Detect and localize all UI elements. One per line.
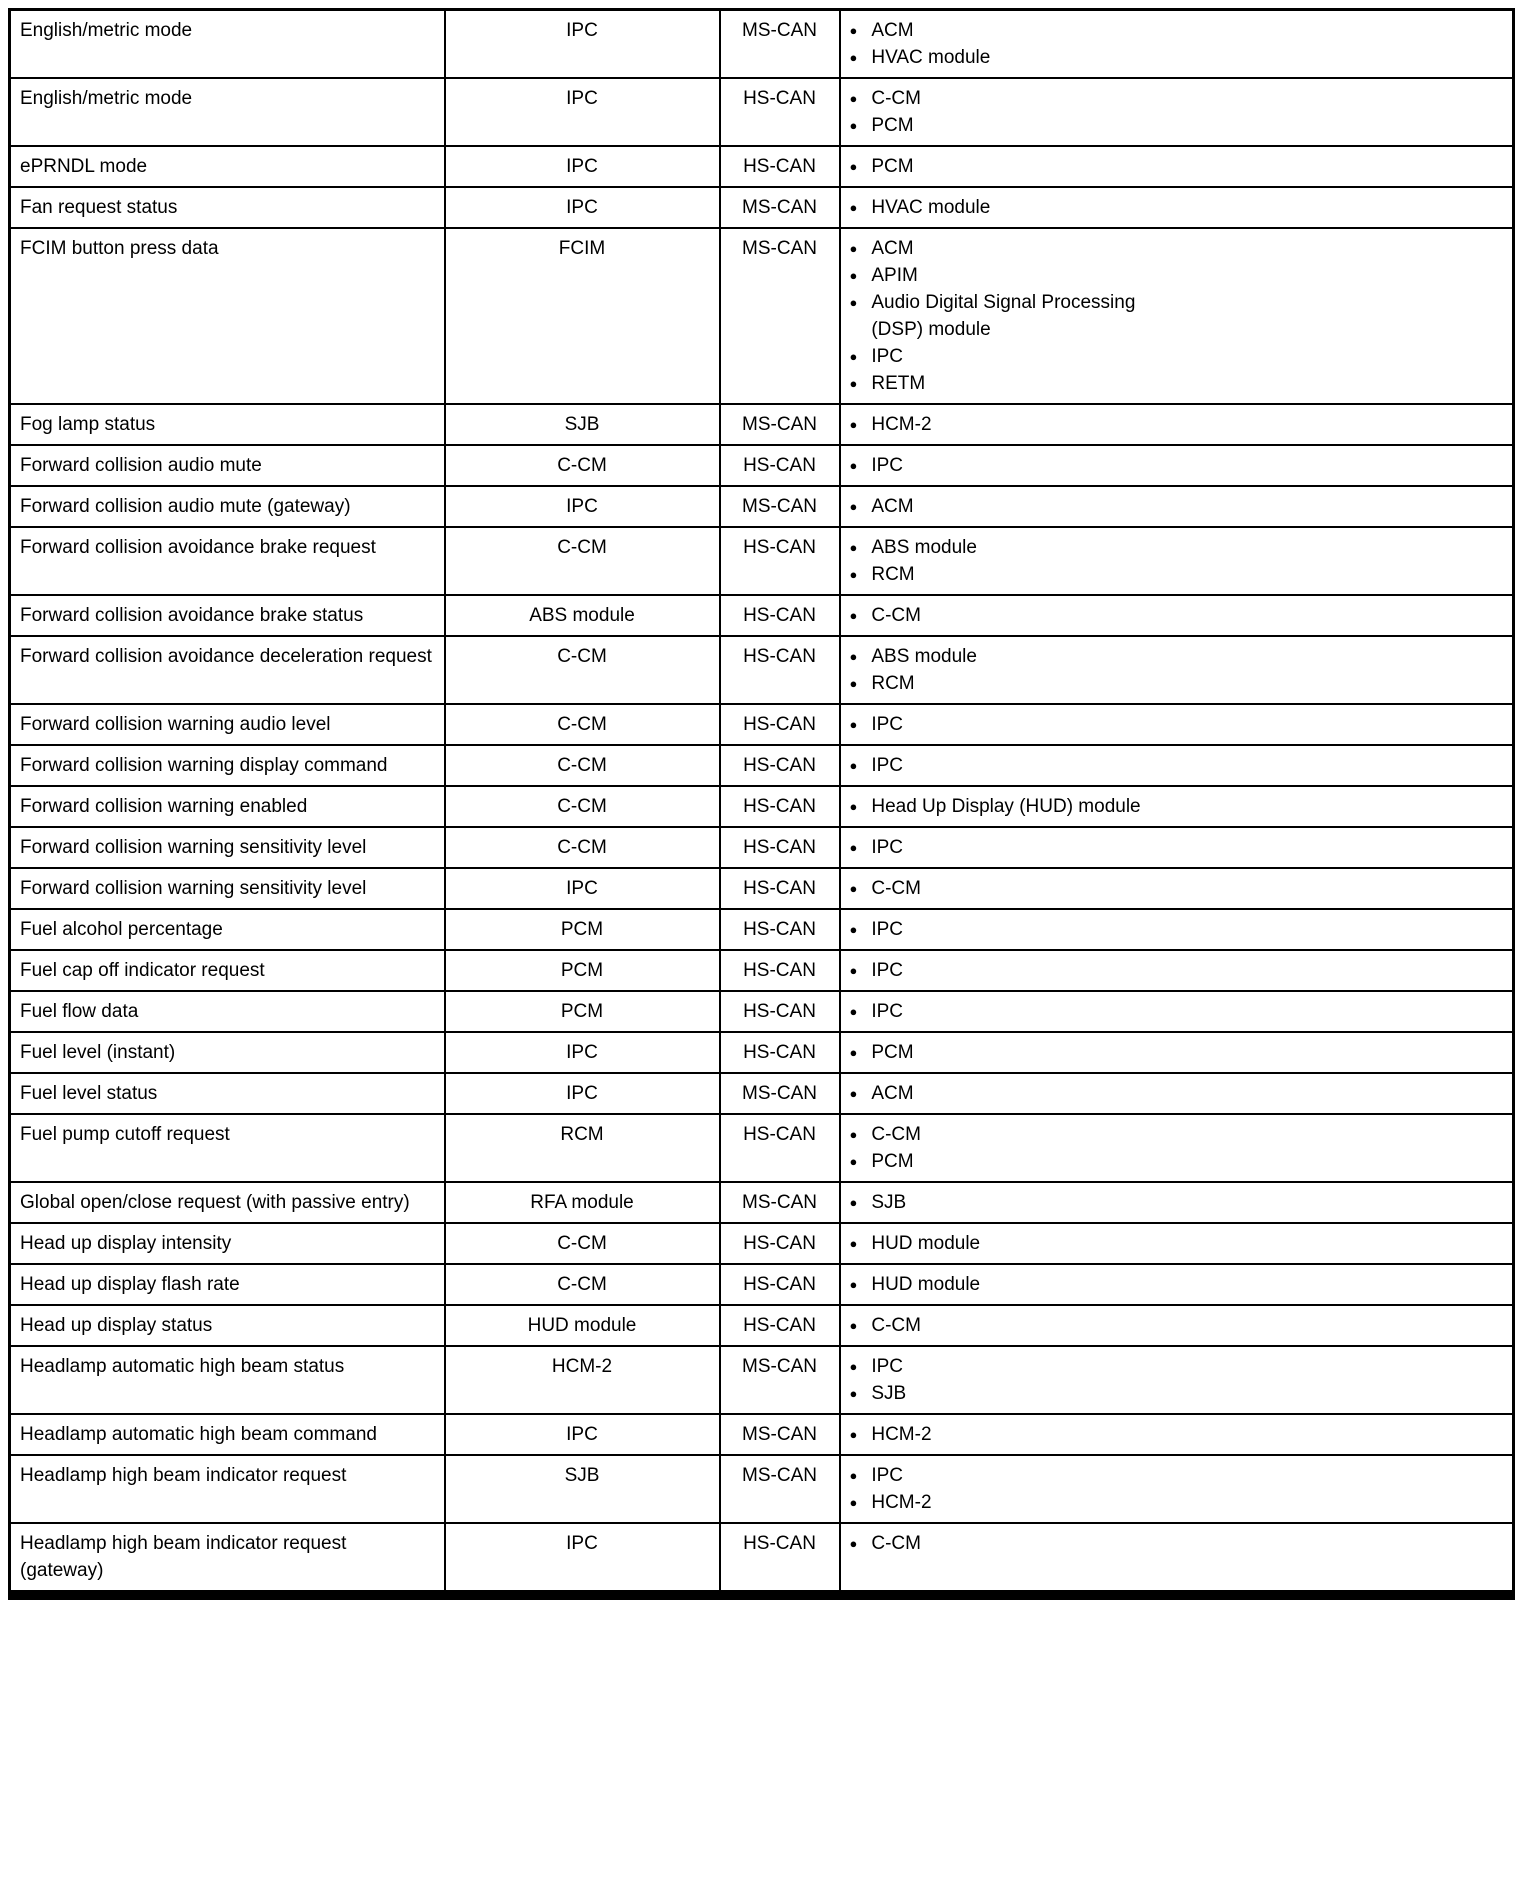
receiver-item bbox=[850, 493, 1504, 520]
message-cell: English/metric mode bbox=[10, 10, 445, 79]
receivers-cell bbox=[840, 445, 1514, 486]
receiver-label: PCM bbox=[871, 1151, 914, 1172]
table-row bbox=[10, 1455, 1514, 1523]
network-cell: HS-CAN bbox=[720, 636, 840, 704]
bullet-icon: ● bbox=[849, 1536, 858, 1551]
table-row bbox=[10, 1346, 1514, 1414]
message-cell: Headlamp high beam indicator request bbox=[10, 1455, 445, 1523]
message-cell: Head up display intensity bbox=[10, 1223, 445, 1264]
originator-cell: HUD module bbox=[445, 1305, 720, 1346]
bullet-icon: ● bbox=[849, 458, 858, 473]
receivers-cell bbox=[840, 1523, 1514, 1595]
table-row bbox=[10, 1264, 1514, 1305]
receiver-label: IPC bbox=[871, 714, 904, 735]
table-row bbox=[10, 595, 1514, 636]
receiver-label: C-CM bbox=[871, 1533, 921, 1554]
message-cell: Headlamp high beam indicator request (gateway) bbox=[10, 1523, 445, 1595]
receiver-item bbox=[850, 343, 1504, 370]
receiver-label: PCM bbox=[871, 1042, 914, 1063]
receiver-item bbox=[850, 793, 1504, 820]
message-cell: Fuel cap off indicator request bbox=[10, 950, 445, 991]
bullet-icon: ● bbox=[849, 717, 858, 732]
network-cell: MS-CAN bbox=[720, 1414, 840, 1455]
table-row bbox=[10, 527, 1514, 595]
bullet-icon: ● bbox=[849, 1236, 858, 1251]
bullet-icon: ● bbox=[849, 91, 858, 106]
network-cell: HS-CAN bbox=[720, 1114, 840, 1182]
receivers-cell bbox=[840, 1346, 1514, 1414]
network-cell: HS-CAN bbox=[720, 745, 840, 786]
bullet-icon: ● bbox=[849, 1386, 858, 1401]
originator-cell: IPC bbox=[445, 187, 720, 228]
network-cell: HS-CAN bbox=[720, 1223, 840, 1264]
receiver-item bbox=[850, 1312, 1504, 1339]
receivers-cell bbox=[840, 146, 1514, 187]
message-cell: Forward collision avoidance brake status bbox=[10, 595, 445, 636]
bullet-icon: ● bbox=[849, 540, 858, 555]
receivers-cell bbox=[840, 868, 1514, 909]
receiver-item bbox=[850, 289, 1504, 343]
table-row bbox=[10, 745, 1514, 786]
receiver-item bbox=[850, 235, 1504, 262]
receiver-label: IPC bbox=[871, 455, 904, 476]
receiver-label: C-CM bbox=[871, 88, 921, 109]
bullet-icon: ● bbox=[849, 159, 858, 174]
message-cell: English/metric mode bbox=[10, 78, 445, 146]
receiver-label: HCM-2 bbox=[871, 1492, 932, 1513]
bullet-icon: ● bbox=[849, 118, 858, 133]
table-row bbox=[10, 1114, 1514, 1182]
message-cell: Forward collision warning sensitivity level bbox=[10, 868, 445, 909]
message-cell: Fuel flow data bbox=[10, 991, 445, 1032]
receivers-cell bbox=[840, 78, 1514, 146]
message-cell: Forward collision audio mute (gateway) bbox=[10, 486, 445, 527]
bullet-icon: ● bbox=[849, 840, 858, 855]
receiver-item bbox=[850, 561, 1504, 588]
receiver-item bbox=[850, 44, 1504, 71]
receivers-cell bbox=[840, 1305, 1514, 1346]
receiver-item bbox=[850, 85, 1504, 112]
receivers-cell bbox=[840, 950, 1514, 991]
table-row bbox=[10, 187, 1514, 228]
receivers-cell bbox=[840, 1223, 1514, 1264]
receiver-item bbox=[850, 1121, 1504, 1148]
originator-cell: C-CM bbox=[445, 786, 720, 827]
network-cell: HS-CAN bbox=[720, 1305, 840, 1346]
receiver-item bbox=[850, 711, 1504, 738]
receiver-label: Audio Digital Signal Processing (DSP) module bbox=[871, 292, 1136, 340]
receiver-item bbox=[850, 875, 1504, 902]
receiver-item bbox=[850, 534, 1504, 561]
receiver-label: ACM bbox=[871, 1083, 914, 1104]
receiver-item bbox=[850, 370, 1504, 397]
receiver-item bbox=[850, 1080, 1504, 1107]
message-cell: Fuel level (instant) bbox=[10, 1032, 445, 1073]
table-row bbox=[10, 146, 1514, 187]
bullet-icon: ● bbox=[849, 295, 858, 310]
originator-cell: C-CM bbox=[445, 827, 720, 868]
bullet-icon: ● bbox=[849, 963, 858, 978]
network-cell: MS-CAN bbox=[720, 1073, 840, 1114]
bullet-icon: ● bbox=[849, 1318, 858, 1333]
network-cell: MS-CAN bbox=[720, 404, 840, 445]
receiver-label: C-CM bbox=[871, 1124, 921, 1145]
receiver-item bbox=[850, 752, 1504, 779]
bullet-icon: ● bbox=[849, 1495, 858, 1510]
message-cell: FCIM button press data bbox=[10, 228, 445, 404]
table-row bbox=[10, 1414, 1514, 1455]
message-cell: Headlamp automatic high beam command bbox=[10, 1414, 445, 1455]
receivers-cell bbox=[840, 991, 1514, 1032]
message-cell: Head up display flash rate bbox=[10, 1264, 445, 1305]
table-row bbox=[10, 1182, 1514, 1223]
receivers-cell bbox=[840, 636, 1514, 704]
bullet-icon: ● bbox=[849, 50, 858, 65]
receiver-label: ACM bbox=[871, 496, 914, 517]
network-cell: HS-CAN bbox=[720, 868, 840, 909]
network-cell: HS-CAN bbox=[720, 827, 840, 868]
originator-cell: SJB bbox=[445, 1455, 720, 1523]
receiver-label: IPC bbox=[871, 755, 904, 776]
receiver-label: ABS module bbox=[871, 537, 977, 558]
receiver-item bbox=[850, 1530, 1504, 1557]
message-cell: Global open/close request (with passive entry) bbox=[10, 1182, 445, 1223]
can-message-table bbox=[8, 8, 1515, 1600]
bullet-icon: ● bbox=[849, 349, 858, 364]
network-cell: HS-CAN bbox=[720, 1264, 840, 1305]
network-cell: MS-CAN bbox=[720, 1346, 840, 1414]
receiver-label: IPC bbox=[871, 960, 904, 981]
bullet-icon: ● bbox=[849, 1195, 858, 1210]
receiver-label: RCM bbox=[871, 673, 915, 694]
table-row bbox=[10, 909, 1514, 950]
receiver-item bbox=[850, 834, 1504, 861]
message-cell: Forward collision avoidance brake request bbox=[10, 527, 445, 595]
receiver-label: HCM-2 bbox=[871, 1424, 932, 1445]
receiver-item bbox=[850, 1489, 1504, 1516]
originator-cell: C-CM bbox=[445, 704, 720, 745]
bullet-icon: ● bbox=[849, 676, 858, 691]
originator-cell: PCM bbox=[445, 991, 720, 1032]
receiver-label: C-CM bbox=[871, 878, 921, 899]
network-cell: HS-CAN bbox=[720, 786, 840, 827]
bullet-icon: ● bbox=[849, 1359, 858, 1374]
receivers-cell bbox=[840, 1073, 1514, 1114]
receiver-item bbox=[850, 411, 1504, 438]
bullet-icon: ● bbox=[849, 376, 858, 391]
bullet-icon: ● bbox=[849, 268, 858, 283]
receivers-cell bbox=[840, 1414, 1514, 1455]
bullet-icon: ● bbox=[849, 1127, 858, 1142]
receiver-label: IPC bbox=[871, 837, 904, 858]
message-cell: Headlamp automatic high beam status bbox=[10, 1346, 445, 1414]
network-cell: HS-CAN bbox=[720, 445, 840, 486]
network-cell: HS-CAN bbox=[720, 991, 840, 1032]
receiver-label: APIM bbox=[871, 265, 918, 286]
originator-cell: SJB bbox=[445, 404, 720, 445]
message-cell: Fuel alcohol percentage bbox=[10, 909, 445, 950]
receiver-item bbox=[850, 17, 1504, 44]
receiver-label: HVAC module bbox=[871, 47, 991, 68]
bullet-icon: ● bbox=[849, 922, 858, 937]
receivers-cell bbox=[840, 187, 1514, 228]
originator-cell: IPC bbox=[445, 78, 720, 146]
network-cell: MS-CAN bbox=[720, 228, 840, 404]
originator-cell: HCM-2 bbox=[445, 1346, 720, 1414]
originator-cell: IPC bbox=[445, 1073, 720, 1114]
network-cell: HS-CAN bbox=[720, 1032, 840, 1073]
bullet-icon: ● bbox=[849, 1468, 858, 1483]
network-cell: MS-CAN bbox=[720, 486, 840, 527]
bullet-icon: ● bbox=[849, 241, 858, 256]
originator-cell: PCM bbox=[445, 909, 720, 950]
receiver-item bbox=[850, 1148, 1504, 1175]
receivers-cell bbox=[840, 704, 1514, 745]
table-row bbox=[10, 786, 1514, 827]
table-row bbox=[10, 950, 1514, 991]
receiver-item bbox=[850, 916, 1504, 943]
network-cell: HS-CAN bbox=[720, 909, 840, 950]
bullet-icon: ● bbox=[849, 1277, 858, 1292]
message-cell: Head up display status bbox=[10, 1305, 445, 1346]
receiver-item bbox=[850, 1039, 1504, 1066]
bullet-icon: ● bbox=[849, 23, 858, 38]
receivers-cell bbox=[840, 486, 1514, 527]
bullet-icon: ● bbox=[849, 1427, 858, 1442]
table-row bbox=[10, 78, 1514, 146]
originator-cell: C-CM bbox=[445, 745, 720, 786]
receiver-item bbox=[850, 957, 1504, 984]
message-cell: Forward collision audio mute bbox=[10, 445, 445, 486]
receiver-item bbox=[850, 452, 1504, 479]
message-cell: Fan request status bbox=[10, 187, 445, 228]
receiver-item bbox=[850, 1353, 1504, 1380]
bullet-icon: ● bbox=[849, 1004, 858, 1019]
receiver-item bbox=[850, 262, 1504, 289]
receiver-label: C-CM bbox=[871, 1315, 921, 1336]
message-cell: Fuel level status bbox=[10, 1073, 445, 1114]
table-row bbox=[10, 228, 1514, 404]
message-cell: Forward collision avoidance deceleration request bbox=[10, 636, 445, 704]
receiver-item bbox=[850, 1380, 1504, 1407]
receivers-cell bbox=[840, 1182, 1514, 1223]
receiver-item bbox=[850, 1271, 1504, 1298]
originator-cell: RFA module bbox=[445, 1182, 720, 1223]
receivers-cell bbox=[840, 1264, 1514, 1305]
receiver-label: IPC bbox=[871, 346, 904, 367]
receiver-item bbox=[850, 1462, 1504, 1489]
receiver-label: IPC bbox=[871, 1465, 904, 1486]
bullet-icon: ● bbox=[849, 200, 858, 215]
table-row bbox=[10, 868, 1514, 909]
message-cell: Forward collision warning sensitivity level bbox=[10, 827, 445, 868]
receivers-cell bbox=[840, 1032, 1514, 1073]
network-cell: HS-CAN bbox=[720, 704, 840, 745]
originator-cell: C-CM bbox=[445, 1223, 720, 1264]
receivers-cell bbox=[840, 595, 1514, 636]
receiver-label: Head Up Display (HUD) module bbox=[871, 796, 1141, 817]
receivers-cell bbox=[840, 1114, 1514, 1182]
table-row bbox=[10, 1305, 1514, 1346]
receiver-label: RCM bbox=[871, 564, 915, 585]
receiver-label: ACM bbox=[871, 20, 914, 41]
receivers-cell bbox=[840, 404, 1514, 445]
receivers-cell bbox=[840, 10, 1514, 79]
originator-cell: ABS module bbox=[445, 595, 720, 636]
originator-cell: IPC bbox=[445, 1032, 720, 1073]
network-cell: MS-CAN bbox=[720, 1455, 840, 1523]
message-cell: Fuel pump cutoff request bbox=[10, 1114, 445, 1182]
receiver-item bbox=[850, 194, 1504, 221]
bullet-icon: ● bbox=[849, 881, 858, 896]
table-row bbox=[10, 636, 1514, 704]
receiver-label: C-CM bbox=[871, 605, 921, 626]
table-row bbox=[10, 1523, 1514, 1595]
network-cell: HS-CAN bbox=[720, 78, 840, 146]
network-cell: HS-CAN bbox=[720, 950, 840, 991]
bullet-icon: ● bbox=[849, 417, 858, 432]
receiver-label: PCM bbox=[871, 156, 914, 177]
message-cell: ePRNDL mode bbox=[10, 146, 445, 187]
bullet-icon: ● bbox=[849, 799, 858, 814]
receivers-cell bbox=[840, 909, 1514, 950]
receiver-label: HVAC module bbox=[871, 197, 991, 218]
originator-cell: IPC bbox=[445, 1414, 720, 1455]
receiver-item bbox=[850, 602, 1504, 629]
network-cell: HS-CAN bbox=[720, 1523, 840, 1595]
originator-cell: PCM bbox=[445, 950, 720, 991]
receiver-item bbox=[850, 1230, 1504, 1257]
message-cell: Fog lamp status bbox=[10, 404, 445, 445]
originator-cell: IPC bbox=[445, 10, 720, 79]
originator-cell: C-CM bbox=[445, 1264, 720, 1305]
receivers-cell bbox=[840, 786, 1514, 827]
bullet-icon: ● bbox=[849, 649, 858, 664]
receivers-cell bbox=[840, 827, 1514, 868]
receiver-label: IPC bbox=[871, 1001, 904, 1022]
receivers-cell bbox=[840, 527, 1514, 595]
receiver-label: HCM-2 bbox=[871, 414, 932, 435]
bullet-icon: ● bbox=[849, 608, 858, 623]
receiver-label: HUD module bbox=[871, 1233, 981, 1254]
receiver-item bbox=[850, 643, 1504, 670]
receiver-label: IPC bbox=[871, 1356, 904, 1377]
receiver-label: PCM bbox=[871, 115, 914, 136]
message-cell: Forward collision warning enabled bbox=[10, 786, 445, 827]
receiver-label: SJB bbox=[871, 1192, 907, 1213]
bullet-icon: ● bbox=[849, 758, 858, 773]
receiver-item bbox=[850, 998, 1504, 1025]
table-row bbox=[10, 486, 1514, 527]
receiver-label: IPC bbox=[871, 919, 904, 940]
network-cell: MS-CAN bbox=[720, 10, 840, 79]
table-row bbox=[10, 445, 1514, 486]
originator-cell: IPC bbox=[445, 486, 720, 527]
receiver-item bbox=[850, 1189, 1504, 1216]
originator-cell: C-CM bbox=[445, 636, 720, 704]
originator-cell: IPC bbox=[445, 146, 720, 187]
message-cell: Forward collision warning audio level bbox=[10, 704, 445, 745]
network-cell: HS-CAN bbox=[720, 527, 840, 595]
receiver-item bbox=[850, 1421, 1504, 1448]
table-row bbox=[10, 827, 1514, 868]
network-cell: HS-CAN bbox=[720, 146, 840, 187]
originator-cell: C-CM bbox=[445, 527, 720, 595]
bullet-icon: ● bbox=[849, 1086, 858, 1101]
table-row bbox=[10, 1223, 1514, 1264]
receiver-label: ACM bbox=[871, 238, 914, 259]
bullet-icon: ● bbox=[849, 499, 858, 514]
originator-cell: C-CM bbox=[445, 445, 720, 486]
originator-cell: IPC bbox=[445, 1523, 720, 1595]
table-row bbox=[10, 1032, 1514, 1073]
bullet-icon: ● bbox=[849, 1154, 858, 1169]
receiver-item bbox=[850, 670, 1504, 697]
table-row bbox=[10, 704, 1514, 745]
receiver-label: HUD module bbox=[871, 1274, 981, 1295]
receivers-cell bbox=[840, 745, 1514, 786]
table-row bbox=[10, 1073, 1514, 1114]
originator-cell: RCM bbox=[445, 1114, 720, 1182]
receiver-item bbox=[850, 153, 1504, 180]
bullet-icon: ● bbox=[849, 567, 858, 582]
network-cell: HS-CAN bbox=[720, 595, 840, 636]
table-body bbox=[10, 10, 1514, 1596]
network-cell: MS-CAN bbox=[720, 1182, 840, 1223]
receiver-item bbox=[850, 112, 1504, 139]
message-cell: Forward collision warning display command bbox=[10, 745, 445, 786]
originator-cell: IPC bbox=[445, 868, 720, 909]
receivers-cell bbox=[840, 228, 1514, 404]
bullet-icon: ● bbox=[849, 1045, 858, 1060]
receiver-label: RETM bbox=[871, 373, 926, 394]
receivers-cell bbox=[840, 1455, 1514, 1523]
table-row bbox=[10, 991, 1514, 1032]
network-cell: MS-CAN bbox=[720, 187, 840, 228]
receiver-label: SJB bbox=[871, 1383, 907, 1404]
table-row bbox=[10, 404, 1514, 445]
table-row bbox=[10, 10, 1514, 79]
receiver-label: ABS module bbox=[871, 646, 977, 667]
originator-cell: FCIM bbox=[445, 228, 720, 404]
